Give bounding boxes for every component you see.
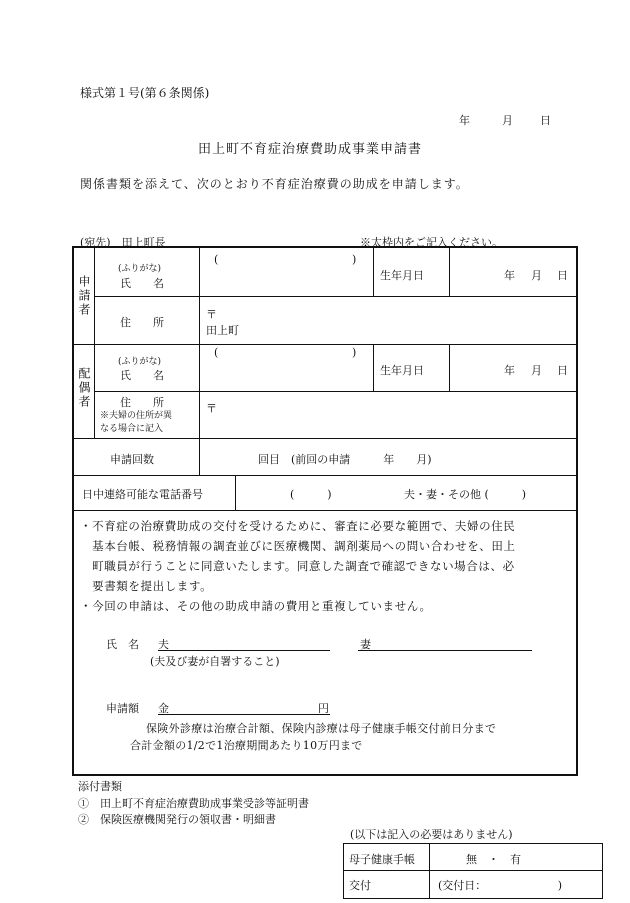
- consent-line: ・不育症の治療費助成の交付を受けるために、審査に必要な範囲で、夫婦の住民: [80, 519, 516, 533]
- amount-prefix: 金: [158, 702, 169, 715]
- spouse-paren-close: ): [352, 346, 357, 359]
- phone-label: 日中連絡可能な電話番号: [82, 488, 203, 501]
- spouse-postal-mark: 〒: [206, 402, 217, 415]
- consent-line: ・今回の申請は、その他の助成申請の費用と重複していません。: [80, 599, 432, 613]
- spouse-name-label: 氏 名: [120, 369, 164, 382]
- spouse-birth-month: 月: [531, 364, 542, 377]
- applicant-birth-month: 月: [531, 269, 542, 282]
- divider: [74, 438, 576, 439]
- divider: [74, 475, 576, 476]
- attachment-item: ① 田上町不育症治療費助成事業受診等証明書: [78, 797, 309, 810]
- consent-block: [80, 516, 516, 616]
- fill-notice: ※太枠内をご記入ください。: [360, 236, 503, 249]
- date-year-label: 年: [459, 114, 470, 127]
- amount-note-1: 保険外診療は治療合計額、保険内診療は母子健康手帳交付前日分まで: [146, 722, 497, 735]
- divider: [235, 475, 236, 510]
- applicant-birth-day: 日: [557, 269, 568, 282]
- intro-text: 関係書類を添えて、次のとおり不育症治療費の助成を申請します。: [80, 177, 469, 191]
- divider: [449, 344, 450, 391]
- wife-signature-line: [358, 650, 532, 651]
- attachment-item: ② 保険医療機関発行の領収書・明細書: [78, 813, 276, 826]
- applicant-paren-close: ): [352, 253, 357, 266]
- form-title: 田上町不育症治療費助成事業申請書: [198, 142, 423, 157]
- spouse-address-label: 住 所: [120, 396, 164, 409]
- attachments-heading: 添付書類: [78, 780, 122, 793]
- divider: [94, 248, 95, 438]
- form-id: 様式第１号(第６条関係): [80, 86, 210, 100]
- divider: [199, 248, 200, 475]
- amount-note-2: 合計金額の1/2で1治療期間あたり10万円まで: [130, 739, 363, 752]
- spouse-address-note-2: なる場合に記入: [100, 424, 164, 434]
- date-month-label: 月: [502, 114, 513, 127]
- applicant-town: 田上町: [206, 324, 239, 337]
- divider: [94, 391, 576, 392]
- spouse-address-note-1: ※夫婦の住所が異: [100, 411, 173, 421]
- count-label: 申請回数: [110, 453, 154, 466]
- applicant-section-label: 申請者: [77, 275, 91, 317]
- consent-line: 基本台帳、税務情報の調査並びに医療機関、調剤薬局への問い合わせを、田上: [80, 539, 516, 553]
- handbook-value: 無 ・ 有: [466, 853, 521, 866]
- spouse-birthdate-label: 生年月日: [380, 364, 424, 377]
- spouse-paren-open: (: [214, 346, 219, 359]
- spouse-section-label: 配偶者: [77, 367, 91, 409]
- issue-value: (交付日： ): [438, 879, 563, 892]
- divider: [449, 248, 450, 296]
- issue-label: 交付: [349, 879, 371, 892]
- signature-note: (夫及び妻が自署すること): [150, 655, 280, 668]
- addressee: (宛先) 田上町長: [80, 236, 166, 249]
- phone-paren: ( ): [290, 488, 332, 501]
- applicant-address-label: 住 所: [120, 316, 164, 329]
- applicant-paren-open: (: [214, 253, 219, 266]
- divider: [373, 344, 374, 391]
- office-note: (以下は記入の必要はありません): [350, 828, 513, 841]
- applicant-name-label: 氏 名: [120, 277, 164, 290]
- spouse-birth-year: 年: [504, 364, 515, 377]
- applicant-birthdate-label: 生年月日: [380, 269, 424, 282]
- consent-line: 町職員が行うことに同意いたします。同意した調査で確認できない場合は、必: [80, 559, 515, 573]
- amount-suffix: 円: [318, 702, 329, 715]
- divider: [74, 344, 576, 345]
- amount-label: 申請額: [106, 702, 139, 715]
- phone-relation: 夫・妻・その他 ( ): [404, 488, 527, 501]
- divider: [343, 870, 602, 871]
- applicant-postal-mark: 〒: [206, 308, 217, 321]
- divider: [74, 510, 576, 511]
- husband-signature-line: [158, 650, 330, 651]
- signature-husband-label: 夫: [158, 638, 169, 651]
- applicant-furigana-label: (ふりがな): [118, 264, 162, 274]
- handbook-label: 母子健康手帳: [349, 853, 415, 866]
- date-day-label: 日: [540, 114, 551, 127]
- divider: [373, 248, 374, 296]
- amount-line: [158, 714, 330, 715]
- applicant-birth-year: 年: [504, 269, 515, 282]
- divider: [94, 296, 576, 297]
- spouse-birth-day: 日: [557, 364, 568, 377]
- signature-wife-label: 妻: [360, 638, 371, 651]
- count-value: 回目 (前回の申請 年 月): [258, 453, 432, 466]
- spouse-furigana-label: (ふりがな): [118, 357, 162, 367]
- signature-label: 氏 名: [106, 638, 139, 651]
- consent-line: 要書類を提出します。: [80, 579, 213, 593]
